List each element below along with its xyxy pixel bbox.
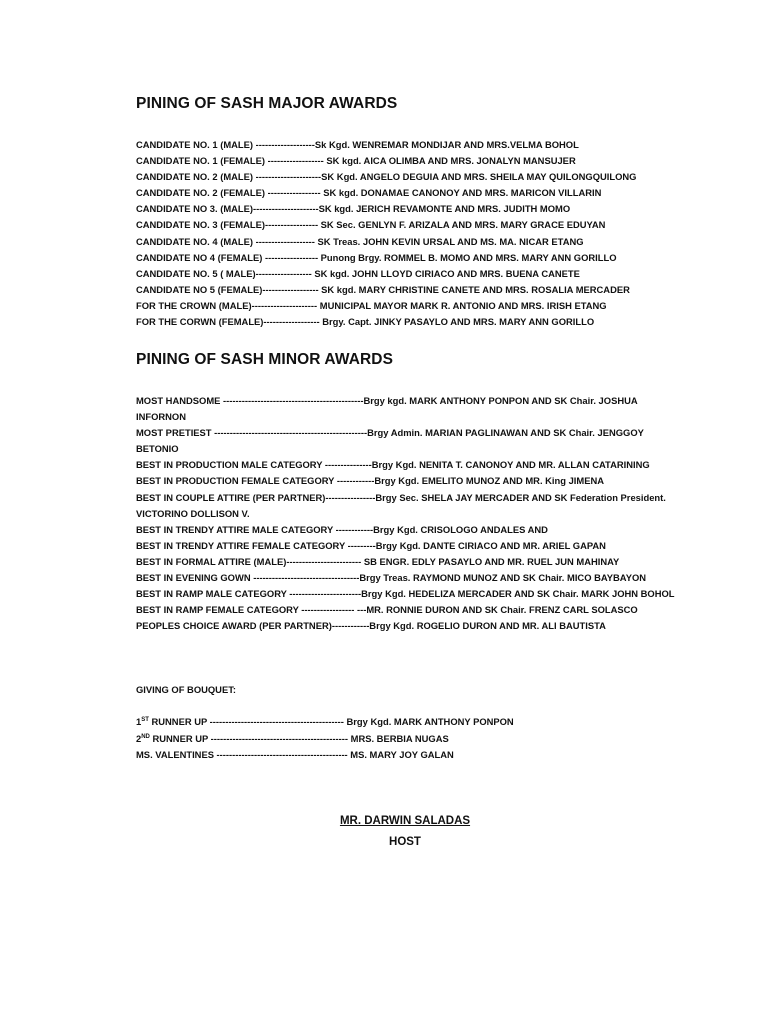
bouquet-line-text: MS. VALENTINES ------------------------------------------ MS. MARY JOY GALAN [136, 749, 454, 760]
minor-award-line: BEST IN PRODUCTION MALE CATEGORY ---------------Brgy Kgd. NENITA T. CANONOY AND MR. ALLAN CATARINING [136, 459, 650, 471]
host-name: MR. DARWIN SALADAS [339, 815, 471, 827]
minor-award-line: BEST IN COUPLE ATTIRE (PER PARTNER)----------------Brgy Sec. SHELA JAY MERCADER AND SK Federation President. VICTORINO DOLLISON V. [136, 491, 666, 519]
minor-award-line: BEST IN RAMP MALE CATEGORY -----------------------Brgy Kgd. HEDELIZA MERCADER AND SK Chair. MARK JOHN BOHOL [136, 588, 675, 600]
ordinal-suffix: ND [141, 733, 150, 740]
major-award-line: CANDIDATE NO. 4 (MALE) ------------------- SK Treas. JOHN KEVIN URSAL AND MS. MA. NICAR ETANG [136, 235, 584, 247]
major-award-line: CANDIDATE NO. 3 (FEMALE)----------------- SK Sec. GENLYN F. ARIZALA AND MRS. MARY GRACE EDUYAN [136, 219, 606, 231]
minor-award-line: BEST IN TRENDY ATTIRE MALE CATEGORY ------------Brgy Kgd. CRISOLOGO ANDALES AND [136, 523, 548, 535]
major-award-line: CANDIDATE NO. 5 ( MALE)------------------ SK kgd. JOHN LLOYD CIRIACO AND MRS. BUENA CANETE [136, 267, 580, 279]
bouquet-line-text: RUNNER UP ------------------------------------------- Brgy Kgd. MARK ANTHONY PONPON [148, 716, 514, 727]
minor-award-line: MOST HANDSOME ---------------------------------------------Brgy kgd. MARK ANTHONY PONPON AND SK Chair. JOSHUA INFORNON [136, 395, 638, 423]
bouquet-line [136, 731, 696, 748]
bouquet-line-text: RUNNER UP -------------------------------------------- MRS. BERBIA NUGAS [149, 732, 449, 744]
minor-award-line: MOST PRETIEST -------------------------------------------------Brgy Admin. MARIAN PAGLINAWAN AND SK Chair. JENGGOY BETONIO [136, 427, 644, 455]
major-award-line: CANDIDATE NO 5 (FEMALE)------------------ SK kgd. MARY CHRISTINE CANETE AND MRS. ROSALIA MERCADER [136, 283, 630, 295]
major-award-line: CANDIDATE NO 4 (FEMALE) ----------------- Punong Brgy. ROMMEL B. MOMO AND MRS. MARY ANN GORILLO [136, 251, 617, 263]
host-role: HOST [389, 836, 421, 848]
minor-award-line: BEST IN PRODUCTION FEMALE CATEGORY ------------Brgy Kgd. EMELITO MUNOZ AND MR. King JIMENA [136, 475, 605, 487]
major-awards-list [136, 137, 696, 330]
major-award-line: CANDIDATE NO. 1 (FEMALE) ------------------ SK kgd. AICA OLIMBA AND MRS. JONALYN MANSUJER [136, 155, 576, 167]
major-award-line: CANDIDATE NO. 2 (MALE) ---------------------SK Kgd. ANGELO DEGUIA AND MRS. SHEILA MAY QUILONGQUILONG [136, 171, 637, 183]
minor-award-line: BEST IN EVENING GOWN ----------------------------------Brgy Treas. RAYMOND MUNOZ AND SK Chair. MICO BAYBAYON [136, 572, 647, 584]
bouquet-list [136, 714, 696, 764]
major-award-line: CANDIDATE NO 3. (MALE)---------------------SK kgd. JERICH REVAMONTE AND MRS. JUDITH MOMO [136, 203, 571, 215]
minor-awards-heading: PINING OF SASH MINOR AWARDS [136, 351, 394, 368]
major-awards-heading: PINING OF SASH MAJOR AWARDS [136, 95, 398, 112]
bouquet-line [136, 747, 696, 764]
major-award-line: FOR THE CORWN (FEMALE)------------------ Brgy. Capt. JINKY PASAYLO AND MRS. MARY ANN GORILLO [136, 316, 595, 328]
minor-award-line: BEST IN RAMP FEMALE CATEGORY ----------------- ---MR. RONNIE DURON AND SK Chair. FRENZ CARL SOLASCO [136, 604, 638, 616]
ordinal-number: 2 [136, 732, 142, 744]
major-award-line: FOR THE CROWN (MALE)--------------------- MUNICIPAL MAYOR MARK R. ANTONIO AND MRS. IRISH ETANG [136, 299, 607, 311]
minor-award-line: BEST IN TRENDY ATTIRE FEMALE CATEGORY ---------Brgy Kgd. DANTE CIRIACO AND MR. ARIEL GAPAN [136, 539, 606, 551]
minor-award-line: PEOPLES CHOICE AWARD (PER PARTNER)------------Brgy Kgd. ROGELIO DURON AND MR. ALI BAUTISTA [136, 620, 606, 632]
major-award-line: CANDIDATE NO. 2 (FEMALE) ----------------- SK kgd. DONAMAE CANONOY AND MRS. MARICON VILLARIN [136, 187, 602, 199]
major-award-line: CANDIDATE NO. 1 (MALE) -------------------Sk Kgd. WENREMAR MONDIJAR AND MRS.VELMA BOHOL [136, 139, 579, 150]
minor-award-line: BEST IN FORMAL ATTIRE (MALE)------------------------ SB ENGR. EDLY PASAYLO AND MR. RUEL JUN MAHINAY [136, 555, 620, 567]
minor-awards-list [136, 393, 681, 634]
bouquet-label: GIVING OF BOUQUET: [136, 684, 237, 695]
ordinal-number: 1 [136, 716, 142, 727]
ordinal-suffix: ST [141, 716, 149, 723]
bouquet-line [136, 714, 696, 731]
